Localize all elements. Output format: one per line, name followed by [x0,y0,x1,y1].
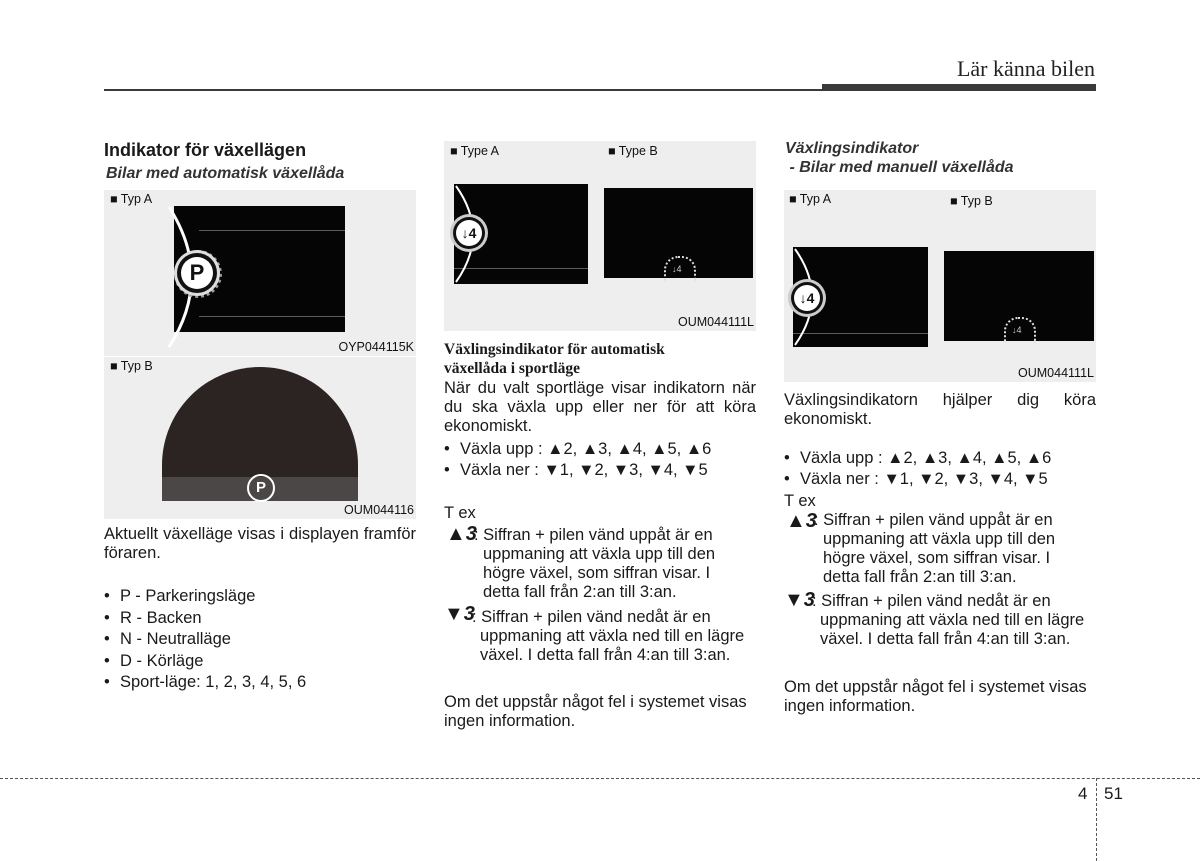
shift-indicator: ↓4 [672,264,682,274]
subsection-heading: växellåda i sportläge [444,360,581,377]
shift-down-list-item: • Växla ner : ▼1, ▼2, ▼3, ▼4, ▼5 [784,470,1048,488]
shift-up-list-item: • Växla upp : ▲2, ▲3, ▲4, ▲5, ▲6 [444,440,712,458]
figure-code: OYP044115K [338,340,414,354]
footer-rule [0,778,1200,779]
section-subheading: - Bilar med manuell växellåda [785,159,1014,176]
chapter-number: 4 [1078,784,1088,803]
page-number: 51 [1104,784,1123,803]
list-item: • R - Backen [104,608,416,630]
paragraph: Växlingsindikatorn hjälper dig köra ekonomiskt. [784,391,1096,428]
shift-indicator: ↓4 [794,285,820,311]
downshift-symbol: ▼3 [784,589,815,611]
example-label: T ex [444,504,476,522]
upshift-line: detta fall från 2:an till 3:an. [483,583,677,601]
footer-note: Om det uppstår något fel i systemet visas ingen information. [784,678,1087,715]
section-heading: Växlingsindikator [785,140,919,157]
figure-code: OUM044111L [1018,366,1094,380]
downshift-line: uppmaning att växla ned till en lägre [820,611,1085,629]
upshift-line: uppmaning att växla upp till den [823,530,1056,548]
shift-indicator: ↓4 [456,220,482,246]
page-header-title: Lär känna bilen [956,56,1095,81]
figure-type-b [104,357,416,519]
park-indicator: P [181,257,213,289]
shift-down-list-item: • Växla ner : ▼1, ▼2, ▼3, ▼4, ▼5 [444,461,708,479]
upshift-line: högre växel, som siffran visar. I [823,549,1051,567]
downshift-line: : Siffran + pilen vänd nedåt är en [812,592,1051,610]
header-rule-accent [822,84,1096,91]
figure-label: ■ Typ B [950,194,993,208]
list-item: • Sport-läge: 1, 2, 3, 4, 5, 6 [104,672,416,694]
figure-code: OUM044116 [344,503,414,517]
gear-position-list [104,586,416,694]
upshift-line: uppmaning att växla upp till den [483,545,716,563]
downshift-line: uppmaning att växla ned till en lägre [480,627,745,645]
section-heading: Indikator för växellägen [104,140,307,160]
cluster-display-b [944,251,1094,341]
figure-code: OUM044111L [678,315,754,329]
figure-label: ■ Typ A [789,192,832,206]
paragraph: När du valt sportläge visar indikatorn när du ska växla upp eller ner för att köra ekonomiskt. [444,379,756,435]
list-item: • N - Neutralläge [104,629,416,651]
downshift-line: växel. I detta fall från 4:an till 3:an. [480,646,731,664]
figure-label: ■ Type B [608,144,658,158]
list-item: • P - Parkeringsläge [104,586,416,608]
park-indicator: P [247,474,275,502]
figure-sport-mode [444,141,756,331]
shift-indicator: ↓4 [1012,325,1022,335]
upshift-line: detta fall från 2:an till 3:an. [823,568,1017,586]
footer-divider [1096,778,1097,861]
figure-label: ■ Typ B [110,359,153,373]
upshift-line: : Siffran + pilen vänd uppåt är en [474,526,713,544]
figure-label: ■ Type A [450,144,500,158]
section-subheading: Bilar med automatisk växellåda [106,165,345,182]
paragraph: Aktuellt växelläge visas i displayen framför föraren. [104,525,416,562]
example-label: T ex [784,492,816,510]
footer-note: Om det uppstår något fel i systemet visas ingen information. [444,693,747,730]
figure-manual [784,190,1096,382]
figure-label: ■ Typ A [110,192,153,206]
upshift-symbol: ▲3 [786,510,817,532]
upshift-line: : Siffran + pilen vänd uppåt är en [814,511,1053,529]
upshift-symbol: ▲3 [446,523,477,545]
list-item: • D - Körläge [104,651,416,673]
subsection-heading: Växlingsindikator för automatisk [444,341,665,358]
figure-type-a [104,190,416,356]
downshift-line: : Siffran + pilen vänd nedåt är en [472,608,711,626]
upshift-line: högre växel, som siffran visar. I [483,564,711,582]
shift-up-list-item: • Växla upp : ▲2, ▲3, ▲4, ▲5, ▲6 [784,449,1052,467]
cluster-display-b [604,188,753,278]
downshift-line: växel. I detta fall från 4:an till 3:an. [820,630,1071,648]
downshift-symbol: ▼3 [444,603,475,625]
